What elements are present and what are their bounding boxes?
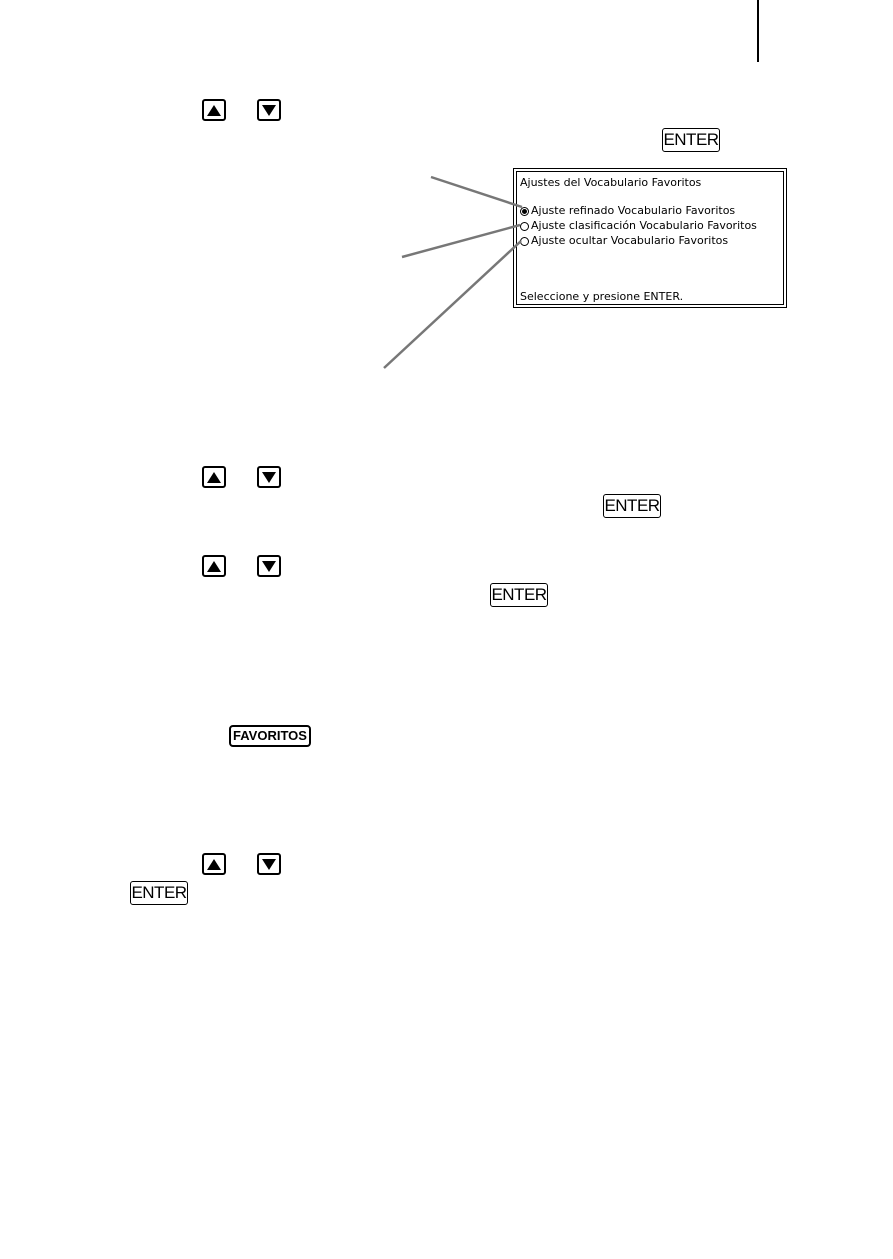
up-arrow-icon [207,472,221,483]
enter-key: ENTER [490,583,548,607]
up-arrow-icon [207,561,221,572]
enter-key: ENTER [603,494,661,518]
down-arrow-key [257,466,281,488]
leader-line-clasificacion [402,225,520,257]
up-arrow-key [202,853,226,875]
screen-option-label: Ajuste clasificación Vocabulario Favoritos [531,219,757,232]
down-arrow-key [257,555,281,577]
leader-line-ocultar [384,241,521,368]
screen-option-label: Ajuste refinado Vocabulario Favoritos [531,204,736,217]
enter-key: ENTER [662,128,720,152]
screen-option-label: Ajuste ocultar Vocabulario Favoritos [531,234,729,247]
enter-key: ENTER [130,881,188,905]
screen-title: Ajustes del Vocabulario Favoritos [520,176,702,189]
down-arrow-icon [262,472,276,483]
up-arrow-key [202,555,226,577]
down-arrow-icon [262,561,276,572]
favoritos-key: FAVORITOS [229,725,311,747]
screen-footer: Seleccione y presione ENTER. [520,290,684,303]
down-arrow-key [257,853,281,875]
up-arrow-icon [207,859,221,870]
up-arrow-key [202,466,226,488]
down-arrow-icon [262,859,276,870]
leader-line-refinado [431,177,522,207]
